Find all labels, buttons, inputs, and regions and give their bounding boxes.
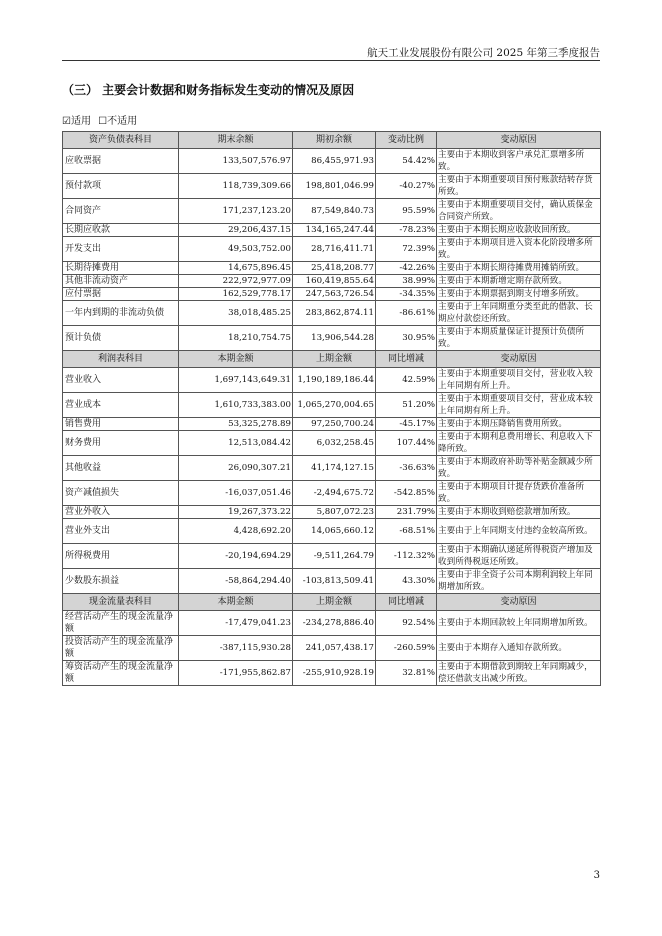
- current-amount-cell: 133,507,576.97: [179, 149, 293, 174]
- cashflow-header-row: [63, 594, 601, 611]
- table-row: [63, 456, 601, 481]
- table-row: [63, 368, 601, 393]
- table-row: [63, 288, 601, 301]
- table-row: [63, 393, 601, 418]
- current-amount-cell: -171,955,862.87: [179, 661, 293, 686]
- income-header-row: [63, 351, 601, 368]
- prior-amount-cell: 97,250,700.24: [293, 418, 376, 431]
- income-header-cell: 利润表科目: [63, 351, 179, 368]
- table-row: [63, 431, 601, 456]
- change-reason-cell: 主要由于本期项目计提存货跌价准备所致。: [437, 481, 601, 506]
- change-reason-cell: 主要由于本期压降销售费用所致。: [437, 418, 601, 431]
- cashflow-header-cell: 变动原因: [437, 594, 601, 611]
- change-ratio-cell: -45.17%: [376, 418, 437, 431]
- item-name-cell: 营业外收入: [63, 506, 179, 519]
- table-row: [63, 506, 601, 519]
- item-name-cell: 所得税费用: [63, 544, 179, 569]
- table-row: [63, 199, 601, 224]
- item-name-cell: 应付票据: [63, 288, 179, 301]
- balance-header-cell: 变动比例: [376, 132, 437, 149]
- income-header-cell: 变动原因: [437, 351, 601, 368]
- change-ratio-cell: -112.32%: [376, 544, 437, 569]
- table-row: [63, 611, 601, 636]
- page-number: 3: [593, 870, 600, 881]
- change-ratio-cell: 54.42%: [376, 149, 437, 174]
- cashflow-header-cell: 同比增减: [376, 594, 437, 611]
- current-amount-cell: 18,210,754.75: [179, 326, 293, 351]
- balance-header-cell: 期末余额: [179, 132, 293, 149]
- section-title: （三） 主要会计数据和财务指标发生变动的情况及原因: [62, 83, 355, 97]
- prior-amount-cell: 241,057,438.17: [293, 636, 376, 661]
- change-reason-cell: 主要由于本期重要项目交付，确认质保金合同资产所致。: [437, 199, 601, 224]
- prior-amount-cell: 5,807,072.23: [293, 506, 376, 519]
- change-reason-cell: 主要由于本期质量保证计提预计负债所致。: [437, 326, 601, 351]
- change-ratio-cell: 92.54%: [376, 611, 437, 636]
- change-ratio-cell: 51.20%: [376, 393, 437, 418]
- current-amount-cell: 53,325,278.89: [179, 418, 293, 431]
- item-name-cell: 合同资产: [63, 199, 179, 224]
- cashflow-header-cell: 现金流量表科目: [63, 594, 179, 611]
- prior-amount-cell: 283,862,874.11: [293, 301, 376, 326]
- prior-amount-cell: 14,065,660.12: [293, 519, 376, 544]
- balance-header-cell: 期初余额: [293, 132, 376, 149]
- change-ratio-cell: 30.95%: [376, 326, 437, 351]
- applicable-checked-option: ☑适用: [62, 116, 91, 127]
- current-amount-cell: 162,529,778.17: [179, 288, 293, 301]
- balance-header-cell: 资产负债表科目: [63, 132, 179, 149]
- change-reason-cell: 主要由于本期重要项目交付，营业收入较上年同期有所上升。: [437, 368, 601, 393]
- current-amount-cell: 19,267,373.22: [179, 506, 293, 519]
- change-reason-cell: 主要由于本期新增定期存款所致。: [437, 275, 601, 288]
- item-name-cell: 长期待摊费用: [63, 262, 179, 275]
- item-name-cell: 长期应收款: [63, 224, 179, 237]
- item-name-cell: 其他非流动资产: [63, 275, 179, 288]
- balance-header-cell: 变动原因: [437, 132, 601, 149]
- current-amount-cell: -387,115,930.28: [179, 636, 293, 661]
- change-ratio-cell: -36.63%: [376, 456, 437, 481]
- prior-amount-cell: 13,906,544.28: [293, 326, 376, 351]
- prior-amount-cell: 28,716,411.71: [293, 237, 376, 262]
- table-row: [63, 636, 601, 661]
- prior-amount-cell: 86,455,971.93: [293, 149, 376, 174]
- item-name-cell: 筹资活动产生的现金流量净额: [63, 661, 179, 686]
- change-ratio-cell: 231.79%: [376, 506, 437, 519]
- current-amount-cell: 1,697,143,649.31: [179, 368, 293, 393]
- prior-amount-cell: 1,065,270,004.65: [293, 393, 376, 418]
- prior-amount-cell: 134,165,247.44: [293, 224, 376, 237]
- change-reason-cell: 主要由于非全资子公司本期利润较上年同期增加所致。: [437, 569, 601, 594]
- table-row: [63, 661, 601, 686]
- current-amount-cell: -20,194,694.29: [179, 544, 293, 569]
- change-ratio-cell: 95.59%: [376, 199, 437, 224]
- prior-amount-cell: -9,511,264.79: [293, 544, 376, 569]
- change-reason-cell: 主要由于本期回款较上年同期增加所致。: [437, 611, 601, 636]
- income-header-cell: 上期金额: [293, 351, 376, 368]
- table-row: [63, 481, 601, 506]
- change-ratio-cell: -86.61%: [376, 301, 437, 326]
- table-row: [63, 519, 601, 544]
- prior-amount-cell: -103,813,509.41: [293, 569, 376, 594]
- change-reason-cell: 主要由于本期重要项目预付账款结转存货所致。: [437, 174, 601, 199]
- current-amount-cell: -17,479,041.23: [179, 611, 293, 636]
- change-reason-cell: 主要由于本期存入通知存款所致。: [437, 636, 601, 661]
- prior-amount-cell: 6,032,258.45: [293, 431, 376, 456]
- item-name-cell: 应收票据: [63, 149, 179, 174]
- change-ratio-cell: 43.30%: [376, 569, 437, 594]
- table-row: [63, 237, 601, 262]
- item-name-cell: 营业收入: [63, 368, 179, 393]
- income-header-cell: 同比增减: [376, 351, 437, 368]
- prior-amount-cell: 1,190,189,186.44: [293, 368, 376, 393]
- financial-changes-table: [62, 131, 601, 686]
- current-amount-cell: 29,206,437.15: [179, 224, 293, 237]
- change-reason-cell: 主要由于本期长期待摊费用摊销所致。: [437, 262, 601, 275]
- cashflow-header-cell: 上期金额: [293, 594, 376, 611]
- change-ratio-cell: -34.35%: [376, 288, 437, 301]
- item-name-cell: 销售费用: [63, 418, 179, 431]
- change-reason-cell: 主要由于本期收到赔偿款增加所致。: [437, 506, 601, 519]
- change-ratio-cell: -260.59%: [376, 636, 437, 661]
- item-name-cell: 财务费用: [63, 431, 179, 456]
- prior-amount-cell: 247,563,726.54: [293, 288, 376, 301]
- table-row: [63, 149, 601, 174]
- change-ratio-cell: -40.27%: [376, 174, 437, 199]
- change-ratio-cell: -78.23%: [376, 224, 437, 237]
- item-name-cell: 少数股东损益: [63, 569, 179, 594]
- table-row: [63, 301, 601, 326]
- cashflow-header-cell: 本期金额: [179, 594, 293, 611]
- current-amount-cell: 4,428,692.20: [179, 519, 293, 544]
- change-ratio-cell: -68.51%: [376, 519, 437, 544]
- change-reason-cell: 主要由于上年同期重分类至此的借款、长期应付款偿还所致。: [437, 301, 601, 326]
- current-amount-cell: 171,237,123.20: [179, 199, 293, 224]
- prior-amount-cell: 198,801,046.99: [293, 174, 376, 199]
- change-reason-cell: 主要由于上年同期支付违约金较高所致。: [437, 519, 601, 544]
- table-row: [63, 544, 601, 569]
- change-reason-cell: 主要由于本期长期应收款收回所致。: [437, 224, 601, 237]
- change-reason-cell: 主要由于本期收到客户承兑汇票增多所致。: [437, 149, 601, 174]
- table-row: [63, 326, 601, 351]
- prior-amount-cell: -234,278,886.40: [293, 611, 376, 636]
- prior-amount-cell: -2,494,675.72: [293, 481, 376, 506]
- change-reason-cell: 主要由于本期利息费用增长、利息收入下降所致。: [437, 431, 601, 456]
- item-name-cell: 预计负债: [63, 326, 179, 351]
- current-amount-cell: 14,675,896.45: [179, 262, 293, 275]
- current-amount-cell: 222,972,977.09: [179, 275, 293, 288]
- item-name-cell: 经营活动产生的现金流量净额: [63, 611, 179, 636]
- table-row: [63, 418, 601, 431]
- change-reason-cell: 主要由于本期重要项目交付，营业成本较上年同期有所上升。: [437, 393, 601, 418]
- current-amount-cell: 118,739,309.66: [179, 174, 293, 199]
- header-divider: [62, 60, 600, 61]
- applicability-options: [62, 112, 141, 127]
- change-ratio-cell: 38.99%: [376, 275, 437, 288]
- item-name-cell: 预付款项: [63, 174, 179, 199]
- change-reason-cell: 主要由于本期确认递延所得税资产增加及收到所得税返还所致。: [437, 544, 601, 569]
- table-row: [63, 569, 601, 594]
- current-amount-cell: 38,018,485.25: [179, 301, 293, 326]
- table-row: [63, 262, 601, 275]
- change-reason-cell: 主要由于本期票据到期支付增多所致。: [437, 288, 601, 301]
- table-row: [63, 224, 601, 237]
- item-name-cell: 资产减值损失: [63, 481, 179, 506]
- item-name-cell: 开发支出: [63, 237, 179, 262]
- change-ratio-cell: -42.26%: [376, 262, 437, 275]
- item-name-cell: 投资活动产生的现金流量净额: [63, 636, 179, 661]
- current-amount-cell: -16,037,051.46: [179, 481, 293, 506]
- change-ratio-cell: 107.44%: [376, 431, 437, 456]
- table-row: [63, 275, 601, 288]
- prior-amount-cell: 160,419,855.64: [293, 275, 376, 288]
- item-name-cell: 其他收益: [63, 456, 179, 481]
- current-amount-cell: 26,090,307.21: [179, 456, 293, 481]
- current-amount-cell: 49,503,752.00: [179, 237, 293, 262]
- item-name-cell: 营业成本: [63, 393, 179, 418]
- prior-amount-cell: 25,418,208.77: [293, 262, 376, 275]
- prior-amount-cell: 87,549,840.73: [293, 199, 376, 224]
- change-ratio-cell: 72.39%: [376, 237, 437, 262]
- prior-amount-cell: 41,174,127.15: [293, 456, 376, 481]
- table-row: [63, 174, 601, 199]
- income-header-cell: 本期金额: [179, 351, 293, 368]
- current-amount-cell: 12,513,084.42: [179, 431, 293, 456]
- current-amount-cell: -58,864,294.40: [179, 569, 293, 594]
- change-ratio-cell: -542.85%: [376, 481, 437, 506]
- current-amount-cell: 1,610,733,383.00: [179, 393, 293, 418]
- change-ratio-cell: 32.81%: [376, 661, 437, 686]
- item-name-cell: 一年内到期的非流动负债: [63, 301, 179, 326]
- report-header-title: 航天工业发展股份有限公司 2025 年第三季度报告: [367, 47, 600, 59]
- prior-amount-cell: -255,910,928.19: [293, 661, 376, 686]
- not-applicable-option: ☐不适用: [98, 116, 138, 127]
- balance-header-row: [63, 132, 601, 149]
- item-name-cell: 营业外支出: [63, 519, 179, 544]
- change-ratio-cell: 42.59%: [376, 368, 437, 393]
- change-reason-cell: 主要由于本期项目进入资本化阶段增多所致。: [437, 237, 601, 262]
- change-reason-cell: 主要由于本期政府补助等补贴金额减少所致。: [437, 456, 601, 481]
- change-reason-cell: 主要由于本期借款到期较上年同期减少，偿还借款支出减少所致。: [437, 661, 601, 686]
